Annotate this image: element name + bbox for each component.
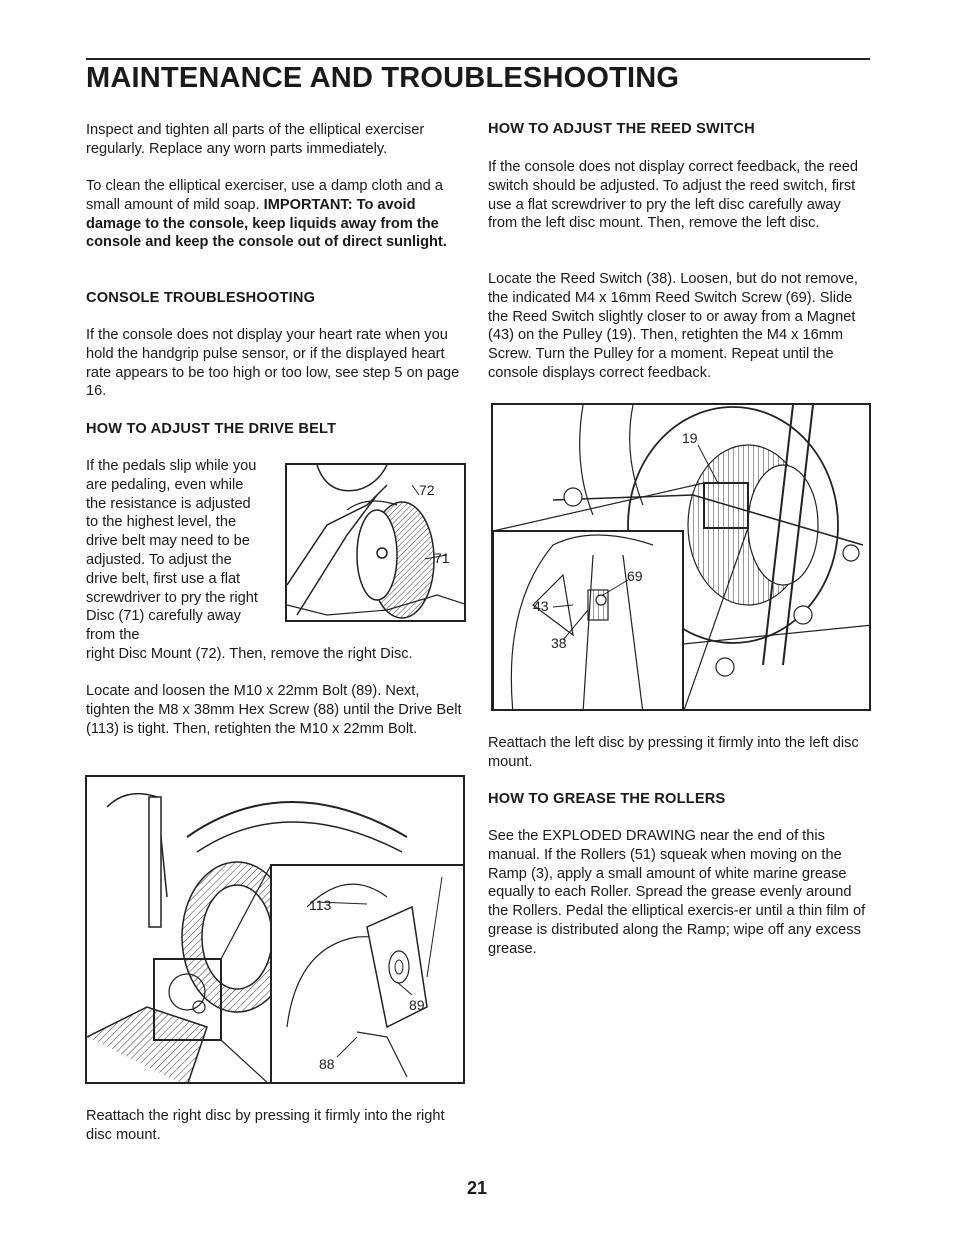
callout-72: 72 bbox=[419, 482, 435, 498]
reed-switch-paragraph-2: Locate the Reed Switch (38). Loosen, but do not remove, the indicated M4 x 16mm Reed Switch Screw (69). Slide the Reed Switch slightly closer to or away from a Magnet (43) on the Pulley (19). Then, retighten the M4 x 16mm Screw. Turn the Pulley for a moment. Repeat until the console displays correct feedback. bbox=[488, 271, 858, 381]
cleaning-important-text: IMPORTANT: To avoid damage to the console, keep liquids away from the console and keep the console out of direct sunlight. bbox=[86, 196, 447, 251]
drive-belt-paragraph-wrapped: If the pedals slip while you are pedaling, even while the resistance is adjusted to the highest level, the drive belt may need to be adjusted. To adjust the drive belt, first use a flat screwdriver to pry the right Disc (71) carefully away from the bbox=[86, 458, 258, 644]
reattach-right-disc-paragraph: Reattach the right disc by pressing it firmly into the right disc mount. bbox=[86, 1108, 445, 1143]
disc-mount-figure bbox=[285, 463, 466, 622]
disc-mount-illustration bbox=[287, 465, 466, 622]
reed-switch-paragraph-1: If the console does not display correct feedback, the reed switch should be adjusted. To adjust the reed switch, first use a flat screwdriver to pry the left disc carefully away from the left disc mount. Then, remove the left disc. bbox=[488, 159, 858, 232]
callout-89: 89 bbox=[409, 997, 425, 1013]
reed-switch-figure bbox=[491, 403, 871, 711]
reed-switch-illustration bbox=[493, 405, 871, 711]
console-troubleshooting-paragraph: If the console does not display your heart rate when you hold the handgrip pulse sensor, or if the displayed heart rate appears to be too high or too low, see step 5 on page 16. bbox=[86, 327, 460, 400]
page-number: 21 bbox=[466, 1178, 488, 1198]
page-title: MAINTENANCE AND TROUBLESHOOTING bbox=[86, 62, 680, 94]
drive-belt-heading: HOW TO ADJUST THE DRIVE BELT bbox=[86, 421, 337, 437]
drive-belt-illustration bbox=[87, 777, 465, 1084]
drive-belt-paragraph-continued: right Disc Mount (72). Then, remove the right Disc. bbox=[86, 646, 413, 662]
callout-88: 88 bbox=[319, 1056, 335, 1072]
console-troubleshooting-heading: CONSOLE TROUBLESHOOTING bbox=[86, 290, 316, 306]
intro-paragraph: Inspect and tighten all parts of the elliptical exerciser regularly. Replace any worn parts immediately. bbox=[86, 122, 425, 157]
drive-belt-paragraph-2: Locate and loosen the M10 x 22mm Bolt (89). Next, tighten the M8 x 38mm Hex Screw (88) until the Drive Belt (113) is tight. Then, retighten the M10 x 22mm Bolt. bbox=[86, 683, 462, 737]
callout-38: 38 bbox=[551, 635, 567, 651]
drive-belt-figure bbox=[85, 775, 465, 1084]
callout-69: 69 bbox=[627, 568, 643, 584]
callout-43: 43 bbox=[533, 598, 549, 614]
reattach-left-disc-paragraph: Reattach the left disc by pressing it firmly into the left disc mount. bbox=[488, 735, 859, 770]
callout-71: 71 bbox=[434, 550, 450, 566]
grease-rollers-paragraph: See the EXPLODED DRAWING near the end of this manual. If the Rollers (51) squeak when moving on the Ramp (3), apply a small amount of white marine grease equally to each Roller. Spread the grease evenly around the Rollers. Pedal the elliptical exercis-er until a thin film of grease is distributed along the Ramp; wipe off any excess grease. bbox=[488, 828, 866, 957]
cleaning-paragraph bbox=[86, 177, 466, 252]
callout-19: 19 bbox=[682, 430, 698, 446]
callout-113: 113 bbox=[309, 897, 332, 913]
grease-rollers-heading: HOW TO GREASE THE ROLLERS bbox=[488, 791, 726, 807]
cleaning-text: To clean the elliptical exerciser, use a damp cloth and a small amount of mild soap. bbox=[86, 178, 443, 213]
reed-switch-heading: HOW TO ADJUST THE REED SWITCH bbox=[488, 121, 755, 137]
